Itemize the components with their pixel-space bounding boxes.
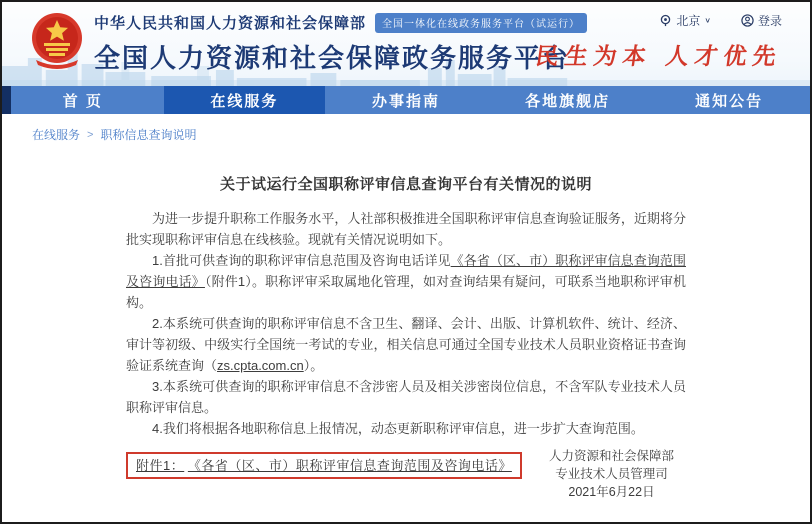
user-icon xyxy=(741,14,754,27)
breadcrumb-separator: > xyxy=(87,128,94,141)
nav-left-cap xyxy=(2,86,11,114)
site-header xyxy=(2,2,810,86)
nav-item-notices[interactable]: 通知公告 xyxy=(695,92,764,110)
location-selector[interactable] xyxy=(659,12,711,29)
article-title: 关于试运行全国职称评审信息查询平台有关情况的说明 xyxy=(219,176,592,193)
breadcrumb-current: 职称信息查询说明 xyxy=(100,128,197,142)
signature-block xyxy=(549,447,674,501)
location-pin-icon xyxy=(659,14,672,27)
breadcrumb-parent[interactable]: 在线服务 xyxy=(32,128,81,142)
main-nav xyxy=(2,86,810,114)
slogan-calligraphy: 民生为本 人才优先 xyxy=(533,43,784,70)
paragraph-intro: 为进一步提升职称工作服务水平，人社部积极推进全国职称评审信息查询验证服务，近期将分批实现职称评审信息在线核验。现就有关情况说明如下。 xyxy=(126,211,686,247)
location-label: 北京 xyxy=(676,14,701,28)
paragraph-item-4: 4.我们将根据各地职称信息上报情况，动态更新职称评审信息，进一步扩大查询范围。 xyxy=(152,421,644,436)
scope-and-phone-link[interactable]: 《各省（区、市）职称评审信息查询范围及咨询电话》 xyxy=(126,253,686,289)
signature-dept: 专业技术人员管理司 xyxy=(555,467,668,481)
paragraph-item-2: 2.本系统可供查询的职称评审信息不含卫生、翻译、会计、出版、计算机软件、统计、经济、审计等初级、中级实行全国统一考试的专业，相关信息可通过全国专业技术人员职业资格证书查询验证系统查询（zs.cpta.com.cn）。 xyxy=(126,316,686,373)
nav-item-service-guide[interactable]: 办事指南 xyxy=(371,92,440,110)
article xyxy=(126,173,686,499)
nav-item-online-services[interactable]: 在线服务 xyxy=(164,86,326,114)
login-label: 登录 xyxy=(757,14,782,28)
platform-name: 全国人力资源和社会保障政务服务平台 xyxy=(94,43,571,73)
chevron-down-icon: ∨ xyxy=(704,16,711,25)
attachment-label[interactable]: 附件1： xyxy=(136,458,185,473)
cpta-domain-link[interactable]: zs.cpta.com.cn xyxy=(217,358,304,373)
platform-badge: 全国一体化在线政务服务平台（试运行） xyxy=(375,13,587,33)
nav-item-local-stores[interactable]: 各地旗舰店 xyxy=(525,92,611,110)
header-title-block xyxy=(94,12,587,75)
national-emblem-icon xyxy=(30,10,84,70)
ministry-name: 中华人民共和国人力资源和社会保障部 xyxy=(94,15,367,32)
signature-date: 2021年6月22日 xyxy=(568,485,655,499)
signature-org: 人力资源和社会保障部 xyxy=(548,449,674,463)
breadcrumb xyxy=(2,114,810,143)
header-right xyxy=(533,12,784,71)
paragraph-item-1: 1.首批可供查询的职称评审信息范围及咨询电话详见《各省（区、市）职称评审信息查询范围及咨询电话》（附件1）。职称评审采取属地化管理，如对查询结果有疑问，可联系当地职称评审机构。 xyxy=(126,253,686,310)
login-button[interactable] xyxy=(741,12,782,29)
nav-item-home[interactable]: 首 页 xyxy=(62,92,103,110)
paragraph-item-3: 3.本系统可供查询的职称评审信息不含涉密人员及相关涉密岗位信息，不含军队专业技术人员职称评审信息。 xyxy=(126,379,686,415)
attachment-link[interactable]: 《各省（区、市）职称评审信息查询范围及咨询电话》 xyxy=(187,458,512,473)
attachment-highlight-box xyxy=(126,452,522,479)
